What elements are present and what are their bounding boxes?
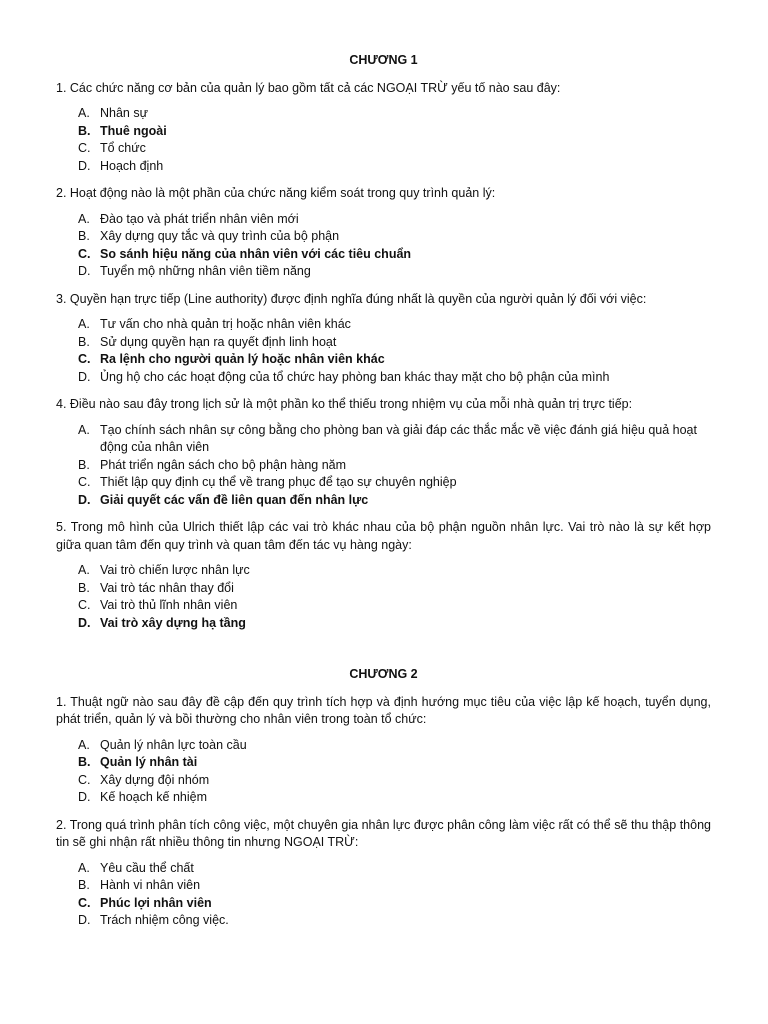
option-letter: D. <box>78 158 91 173</box>
option-letter: C. <box>78 352 91 366</box>
option-letter: D. <box>78 615 91 630</box>
option-text: Hành vi nhân viên <box>100 878 201 892</box>
option-c-correct <box>56 351 711 369</box>
option-text: Tạo chính sách nhân sự công bằng cho phòng ban và giải đáp các thắc mắc về việc đánh giá hiệu quả hoạt động của nhân viên <box>100 422 697 454</box>
option-d <box>56 263 711 281</box>
option-letter: B. <box>78 334 90 349</box>
option-text: Vai trò xây dựng hạ tầng <box>100 615 246 630</box>
option-b <box>56 877 711 895</box>
option-c-correct <box>56 895 711 913</box>
option-letter: D. <box>78 264 91 278</box>
option-d-correct <box>56 615 711 633</box>
option-text: Xây dựng quy tắc và quy trình của bộ phận <box>100 229 340 243</box>
option-text: Ủng hộ cho các hoạt động của tổ chức hay phòng ban khác thay mặt cho bộ phận của mình <box>100 369 610 384</box>
option-letter: C. <box>78 895 91 910</box>
option-letter: A. <box>78 737 90 752</box>
option-text: Nhân sự <box>100 106 148 120</box>
chapter-2 <box>56 666 711 930</box>
chapter-title: CHƯƠNG 2 <box>349 667 418 681</box>
option-a <box>56 211 711 229</box>
question-text: 1. Thuật ngữ nào sau đây đề cập đến quy trình tích hợp và định hướng mục tiêu của việc lập kế hoạch, tuyển dụng, phát triển, quản lý và bồi thường cho nhân viên trong toàn tổ chức: <box>56 694 711 726</box>
option-letter: A. <box>78 317 90 331</box>
option-b <box>56 334 711 352</box>
option-text: Vai trò tác nhân thay đổi <box>100 580 234 595</box>
option-letter: B. <box>78 580 90 595</box>
option-d <box>56 369 711 387</box>
option-d <box>56 158 711 176</box>
option-text: Phát triển ngân sách cho bộ phận hàng năm <box>100 457 347 472</box>
option-d-correct <box>56 492 711 510</box>
option-d <box>56 789 711 807</box>
question-text: 2. Trong quá trình phân tích công việc, một chuyên gia nhân lực được phân công làm việc rất có thể sẽ thu thập thông tin sẽ ghi nhận rất nhiều thông tin nhưng NGOẠI TRỪ: <box>56 817 711 849</box>
option-letter: D. <box>78 492 91 507</box>
option-a <box>56 105 711 123</box>
option-text: Ra lệnh cho người quản lý hoặc nhân viên khác <box>100 352 385 366</box>
option-b-correct <box>56 754 711 772</box>
option-a <box>56 422 711 457</box>
option-text: Quản lý nhân lực toàn cầu <box>100 737 247 752</box>
option-a <box>56 737 711 755</box>
option-letter: A. <box>78 106 90 120</box>
answer-options <box>56 211 711 281</box>
option-text: Trách nhiệm công việc. <box>100 913 229 927</box>
answer-options <box>56 105 711 175</box>
option-letter: C. <box>78 772 91 787</box>
option-b <box>56 580 711 598</box>
option-letter: A. <box>78 860 90 875</box>
option-c-correct <box>56 246 711 264</box>
option-d <box>56 912 711 930</box>
option-text: Giải quyết các vấn đề liên quan đến nhân lực <box>100 492 369 507</box>
option-text: Đào tạo và phát triển nhân viên mới <box>100 211 299 226</box>
question-3 <box>56 291 711 387</box>
option-letter: C. <box>78 246 91 261</box>
option-c <box>56 140 711 158</box>
option-letter: A. <box>78 422 90 437</box>
answer-options <box>56 562 711 632</box>
option-letter: D. <box>78 913 91 927</box>
option-letter: C. <box>78 475 91 489</box>
option-text: Xây dựng đội nhóm <box>100 772 210 787</box>
question-text: 3. Quyền hạn trực tiếp (Line authority) được định nghĩa đúng nhất là quyền của người quản lý đối với việc: <box>56 291 647 306</box>
option-text: Thuê ngoài <box>100 123 167 138</box>
option-letter: D. <box>78 790 91 804</box>
option-letter: D. <box>78 369 91 384</box>
chapter-title: CHƯƠNG 1 <box>349 53 418 67</box>
question-text: 1. Các chức năng cơ bản của quản lý bao gồm tất cả các NGOẠI TRỪ yếu tố nào sau đây: <box>56 80 561 95</box>
question-text: 5. Trong mô hình của Ulrich thiết lập các vai trò khác nhau của bộ phận nguồn nhân lực. Vai trò nào là sự kết hợp giữa quan tâm đến quy trình và quan tâm đến tác vụ hàng ngày: <box>56 520 711 552</box>
option-a <box>56 316 711 334</box>
option-text: Vai trò chiến lược nhân lực <box>100 563 250 577</box>
option-letter: A. <box>78 563 90 577</box>
question-1 <box>56 80 711 176</box>
answer-options <box>56 316 711 386</box>
question-2 <box>56 817 711 930</box>
option-letter: C. <box>78 598 91 612</box>
option-letter: B. <box>78 457 90 472</box>
option-text: Kế hoạch kế nhiệm <box>100 790 208 804</box>
option-text: Phúc lợi nhân viên <box>100 895 212 910</box>
option-text: Tuyển mộ những nhân viên tiềm năng <box>100 264 311 278</box>
option-text: Thiết lập quy định cụ thể về trang phục để tạo sự chuyên nghiệp <box>100 475 457 489</box>
option-letter: B. <box>78 123 91 138</box>
question-text: 2. Hoạt động nào là một phần của chức năng kiểm soát trong quy trình quản lý: <box>56 186 496 200</box>
option-text: Yêu cầu thể chất <box>100 860 194 875</box>
option-b <box>56 457 711 475</box>
question-4 <box>56 396 711 509</box>
option-b <box>56 228 711 246</box>
question-text: 4. Điều nào sau đây trong lịch sử là một phần ko thể thiếu trong nhiệm vụ của mỗi nhà quản trị trực tiếp: <box>56 397 633 411</box>
option-text: Vai trò thủ lĩnh nhân viên <box>100 598 238 612</box>
question-1 <box>56 694 711 807</box>
option-b-correct <box>56 123 711 141</box>
option-text: Sử dụng quyền hạn ra quyết định linh hoạt <box>100 334 337 349</box>
option-letter: A. <box>78 211 90 226</box>
option-letter: B. <box>78 878 90 892</box>
question-2 <box>56 185 711 281</box>
option-c <box>56 474 711 492</box>
question-5 <box>56 519 711 632</box>
option-c <box>56 772 711 790</box>
option-text: So sánh hiệu năng của nhân viên với các tiêu chuẩn <box>100 246 412 261</box>
answer-options <box>56 422 711 510</box>
option-letter: B. <box>78 755 91 769</box>
option-text: Quản lý nhân tài <box>100 755 198 769</box>
option-c <box>56 597 711 615</box>
option-a <box>56 860 711 878</box>
option-a <box>56 562 711 580</box>
answer-options <box>56 860 711 930</box>
option-text: Tổ chức <box>100 141 146 155</box>
answer-options <box>56 737 711 807</box>
option-letter: B. <box>78 229 90 243</box>
option-letter: C. <box>78 141 91 155</box>
chapter-1 <box>56 52 711 632</box>
option-text: Hoạch định <box>100 158 164 173</box>
option-text: Tư vấn cho nhà quản trị hoặc nhân viên khác <box>100 317 351 331</box>
